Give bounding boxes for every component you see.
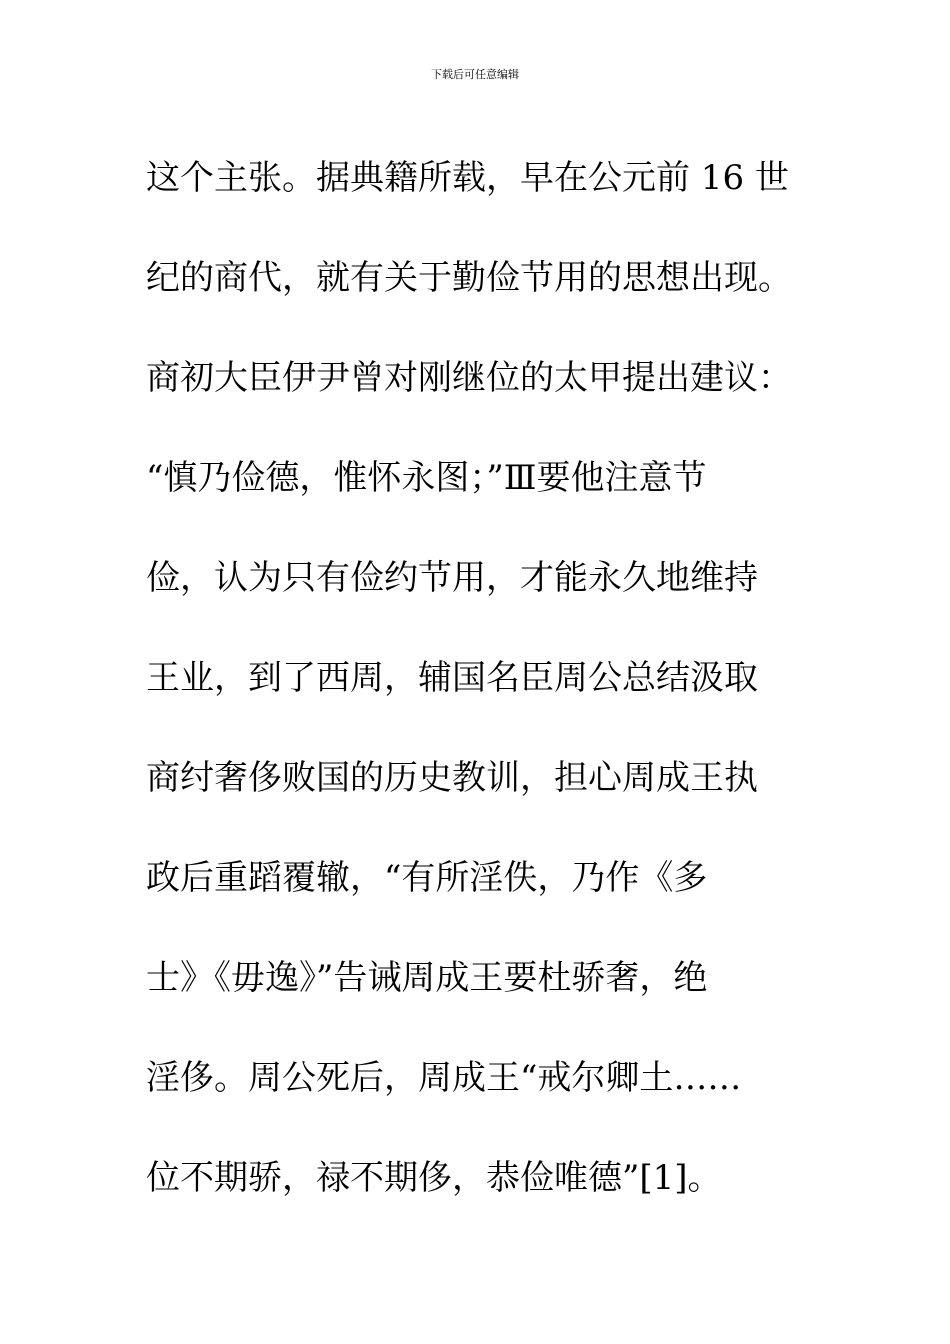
text-line: 士》《毋逸》”告诫周成王要杜骄奢，绝 [146,958,708,998]
text-line: 位不期骄，禄不期侈，恭俭唯德”[1]。 [146,1158,722,1198]
text-line: “慎乃俭德，惟怀永图；”Ⅲ要他注意节 [146,458,707,498]
text-line: 王业，到了西周，辅国名臣周公总结汲取 [146,658,758,698]
text-line: 这个主张。据典籍所载，早在公元前 16 世 [146,158,789,198]
text-line: 淫侈。周公死后，周成王“戒尔卿土…… [146,1058,742,1098]
text-line: 俭，认为只有俭约节用，才能永久地维持 [146,558,758,598]
text-line: 纪的商代，就有关于勤俭节用的思想出现。 [146,258,792,298]
document-body [146,128,826,1228]
text-line: 政后重蹈覆辙，“有所淫佚，乃作《多 [146,858,708,898]
page-header-note: 下载后可任意编辑 [431,68,519,81]
text-line: 商纣奢侈败国的历史教训，担心周成王执 [146,758,758,798]
text-line: 商初大臣伊尹曾对刚继位的太甲提出建议： [146,358,792,398]
